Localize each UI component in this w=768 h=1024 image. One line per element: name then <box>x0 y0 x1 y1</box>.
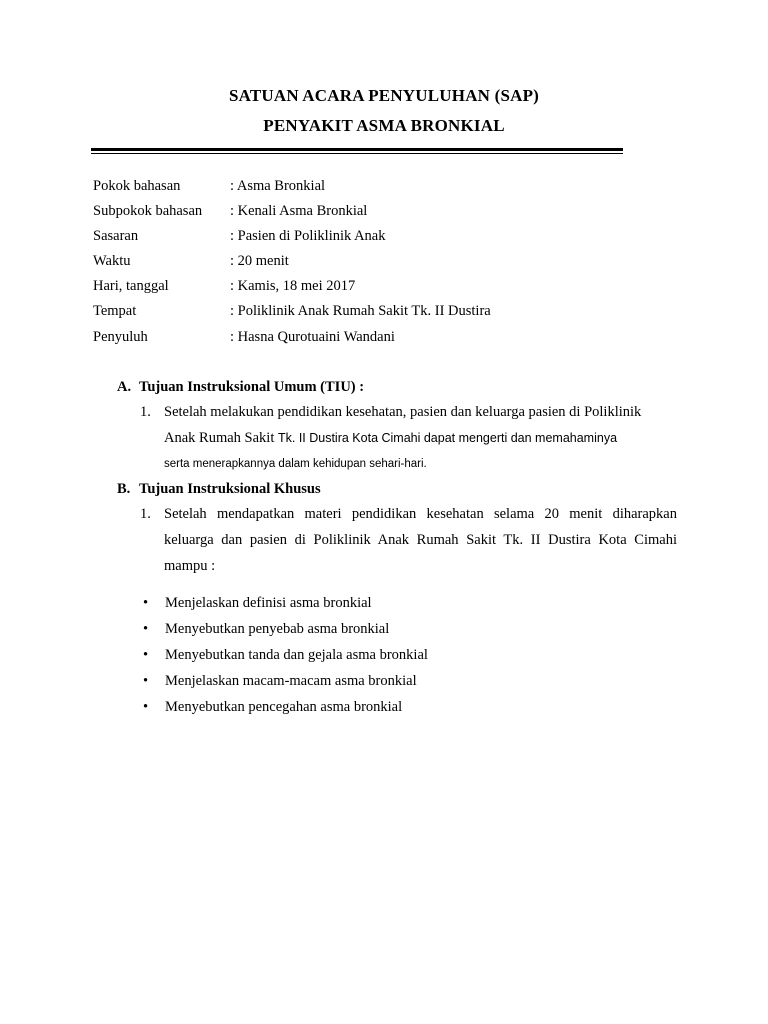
document-subtitle: PENYAKIT ASMA BRONKIAL <box>263 116 505 135</box>
info-label: Subpokok bahasan <box>93 203 203 219</box>
info-label: Hari, tanggal <box>93 278 169 294</box>
document-title: SATUAN ACARA PENYULUHAN (SAP) <box>228 86 540 105</box>
list-item-text: Menyebutkan pencegahan asma bronkial <box>165 699 403 715</box>
list-item-text: Menjelaskan definisi asma bronkial <box>165 595 372 611</box>
list-number: 1. <box>140 404 151 420</box>
info-label: Waktu <box>93 253 131 269</box>
section-letter: B. <box>117 481 131 497</box>
section-title: Tujuan Instruksional Umum (TIU) : <box>139 379 365 395</box>
bullet-icon: • <box>143 647 149 663</box>
info-value: : Pasien di Poliklinik Anak <box>230 228 386 244</box>
info-label: Sasaran <box>93 228 139 244</box>
list-item-text: Menyebutkan penyebab asma bronkial <box>165 621 390 637</box>
title-divider-thin <box>91 153 623 154</box>
section-a-heading <box>117 379 364 396</box>
section-letter: A. <box>117 379 132 395</box>
bullet-icon: • <box>143 621 149 637</box>
info-value: : 20 menit <box>230 253 289 269</box>
paragraph-line: mampu : <box>164 558 216 574</box>
paragraph-text-serif: Anak Rumah Sakit <box>164 430 278 446</box>
paragraph-line: Setelah mendapatkan materi pendidikan kesehatan selama 20 menit diharapkan <box>164 506 677 522</box>
section-title: Tujuan Instruksional Khusus <box>139 481 321 497</box>
list-item-text: Menjelaskan macam-macam asma bronkial <box>165 673 417 689</box>
info-label: Penyuluh <box>93 329 148 345</box>
list-number: 1. <box>140 506 151 522</box>
info-value: : Kenali Asma Bronkial <box>230 203 368 219</box>
paragraph-line: Setelah melakukan pendidikan kesehatan, pasien dan keluarga pasien di Poliklinik <box>164 404 642 420</box>
paragraph-line: keluarga dan pasien di Poliklinik Anak Rumah Sakit Tk. II Dustira Kota Cimahi <box>164 532 677 548</box>
info-value: : Hasna Qurotuaini Wandani <box>230 329 395 345</box>
title-divider-thick <box>91 148 623 151</box>
paragraph-line: serta menerapkannya dalam kehidupan sehari-hari. <box>164 458 427 470</box>
info-value: : Asma Bronkial <box>230 178 326 194</box>
list-item-text: Menyebutkan tanda dan gejala asma bronkial <box>165 647 428 663</box>
bullet-icon: • <box>143 595 149 611</box>
info-label: Tempat <box>93 303 137 319</box>
paragraph-line <box>164 430 617 447</box>
info-value: : Kamis, 18 mei 2017 <box>230 278 356 294</box>
info-value: : Poliklinik Anak Rumah Sakit Tk. II Dustira <box>230 303 491 319</box>
bullet-icon: • <box>143 699 149 715</box>
paragraph-text-sans: Tk. II Dustira Kota Cimahi dapat mengerti dan memahaminya <box>277 431 618 445</box>
info-label: Pokok bahasan <box>93 178 181 194</box>
bullet-icon: • <box>143 673 149 689</box>
section-b-heading <box>117 481 321 498</box>
